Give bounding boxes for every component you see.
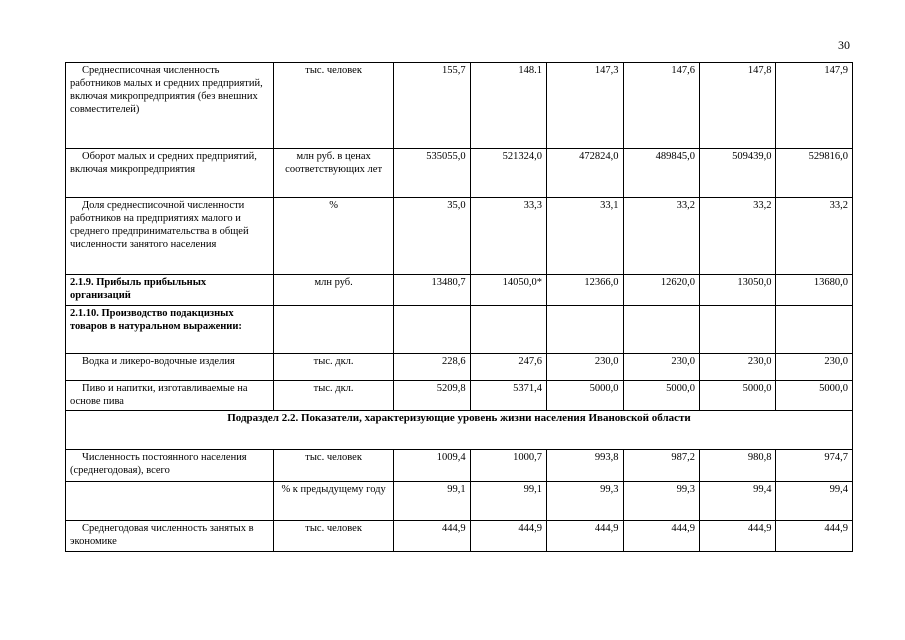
table-row-excise-production-heading bbox=[66, 306, 853, 354]
value-cell: 444,9 bbox=[699, 521, 775, 552]
value-cell: 987,2 bbox=[623, 450, 699, 482]
indicator-name: Водка и ликеро-водочные изделия bbox=[66, 354, 274, 381]
indicators-table bbox=[65, 62, 853, 552]
indicator-name: Оборот малых и средних предприятий, включая микропредприятия bbox=[66, 149, 274, 198]
table-row-sme-employment-share bbox=[66, 198, 853, 275]
value-cell: 509439,0 bbox=[699, 149, 775, 198]
value-cell: 13680,0 bbox=[776, 275, 853, 306]
value-cell: 99,1 bbox=[394, 482, 470, 521]
value-cell: 444,9 bbox=[394, 521, 470, 552]
value-cell: 5000,0 bbox=[547, 381, 623, 411]
value-cell: 13480,7 bbox=[394, 275, 470, 306]
subsection-title: Подраздел 2.2. Показатели, характеризующие уровень жизни населения Ивановской области bbox=[66, 411, 853, 450]
value-cell bbox=[776, 306, 853, 354]
page-number: 30 bbox=[838, 38, 850, 52]
value-cell: 444,9 bbox=[547, 521, 623, 552]
value-cell: 980,8 bbox=[699, 450, 775, 482]
value-cell: 5209,8 bbox=[394, 381, 470, 411]
value-cell: 35,0 bbox=[394, 198, 470, 275]
value-cell: 489845,0 bbox=[623, 149, 699, 198]
value-cell: 147,3 bbox=[547, 63, 623, 149]
value-cell: 148.1 bbox=[470, 63, 546, 149]
value-cell bbox=[470, 306, 546, 354]
indicator-unit bbox=[274, 306, 394, 354]
value-cell: 14050,0* bbox=[470, 275, 546, 306]
indicator-name: Пиво и напитки, изготавливаемые на основе пива bbox=[66, 381, 274, 411]
value-cell: 1009,4 bbox=[394, 450, 470, 482]
value-cell: 5371,4 bbox=[470, 381, 546, 411]
value-cell: 155,7 bbox=[394, 63, 470, 149]
value-cell: 993,8 bbox=[547, 450, 623, 482]
value-cell: 33,2 bbox=[623, 198, 699, 275]
indicator-name: Доля среднесписочной численности работников на предприятиях малого и среднего предпринимательства в общей численности занятого населения bbox=[66, 198, 274, 275]
table-row-sme-turnover bbox=[66, 149, 853, 198]
value-cell: 99,3 bbox=[547, 482, 623, 521]
indicator-name: Среднесписочная численность работников малых и средних предприятий, включая микропредприятия (без внешних совместителей) bbox=[66, 63, 274, 149]
value-cell: 33,2 bbox=[699, 198, 775, 275]
value-cell: 99,3 bbox=[623, 482, 699, 521]
subsection-row bbox=[66, 411, 853, 450]
value-cell: 230,0 bbox=[547, 354, 623, 381]
indicator-unit: тыс. человек bbox=[274, 521, 394, 552]
value-cell: 147,6 bbox=[623, 63, 699, 149]
value-cell: 13050,0 bbox=[699, 275, 775, 306]
value-cell: 529816,0 bbox=[776, 149, 853, 198]
value-cell: 12366,0 bbox=[547, 275, 623, 306]
value-cell: 444,9 bbox=[623, 521, 699, 552]
table-row-beer bbox=[66, 381, 853, 411]
value-cell: 230,0 bbox=[776, 354, 853, 381]
value-cell: 444,9 bbox=[470, 521, 546, 552]
indicator-unit: % bbox=[274, 198, 394, 275]
value-cell: 33,2 bbox=[776, 198, 853, 275]
value-cell bbox=[394, 306, 470, 354]
value-cell: 230,0 bbox=[623, 354, 699, 381]
indicator-name: 2.1.9. Прибыль прибыльных организаций bbox=[66, 275, 274, 306]
value-cell: 5000,0 bbox=[699, 381, 775, 411]
indicator-unit: тыс. человек bbox=[274, 450, 394, 482]
table-row-avg-employees-sme bbox=[66, 63, 853, 149]
value-cell: 5000,0 bbox=[623, 381, 699, 411]
indicator-unit: тыс. человек bbox=[274, 63, 394, 149]
indicator-unit: млн руб. в ценах соответствующих лет bbox=[274, 149, 394, 198]
value-cell: 5000,0 bbox=[776, 381, 853, 411]
value-cell: 12620,0 bbox=[623, 275, 699, 306]
indicator-unit: тыс. дкл. bbox=[274, 354, 394, 381]
value-cell: 99,1 bbox=[470, 482, 546, 521]
indicator-name: Среднегодовая численность занятых в экономике bbox=[66, 521, 274, 552]
value-cell: 230,0 bbox=[699, 354, 775, 381]
value-cell: 147,9 bbox=[776, 63, 853, 149]
indicator-unit: тыс. дкл. bbox=[274, 381, 394, 411]
value-cell: 228,6 bbox=[394, 354, 470, 381]
value-cell: 444,9 bbox=[776, 521, 853, 552]
value-cell bbox=[623, 306, 699, 354]
indicator-name: 2.1.10. Производство подакцизных товаров в натуральном выражении: bbox=[66, 306, 274, 354]
value-cell bbox=[699, 306, 775, 354]
table-row-profit bbox=[66, 275, 853, 306]
value-cell: 99,4 bbox=[776, 482, 853, 521]
value-cell bbox=[547, 306, 623, 354]
indicator-name: Численность постоянного населения (среднегодовая), всего bbox=[66, 450, 274, 482]
value-cell: 99,4 bbox=[699, 482, 775, 521]
value-cell: 247,6 bbox=[470, 354, 546, 381]
value-cell: 33,3 bbox=[470, 198, 546, 275]
indicator-name bbox=[66, 482, 274, 521]
value-cell: 33,1 bbox=[547, 198, 623, 275]
value-cell: 472824,0 bbox=[547, 149, 623, 198]
value-cell: 147,8 bbox=[699, 63, 775, 149]
value-cell: 974,7 bbox=[776, 450, 853, 482]
table-row-employed bbox=[66, 521, 853, 552]
value-cell: 521324,0 bbox=[470, 149, 546, 198]
value-cell: 535055,0 bbox=[394, 149, 470, 198]
table-row-population bbox=[66, 450, 853, 482]
table-row-population-change bbox=[66, 482, 853, 521]
indicator-unit: млн руб. bbox=[274, 275, 394, 306]
indicator-unit: % к предыдущему году bbox=[274, 482, 394, 521]
value-cell: 1000,7 bbox=[470, 450, 546, 482]
table-row-vodka bbox=[66, 354, 853, 381]
